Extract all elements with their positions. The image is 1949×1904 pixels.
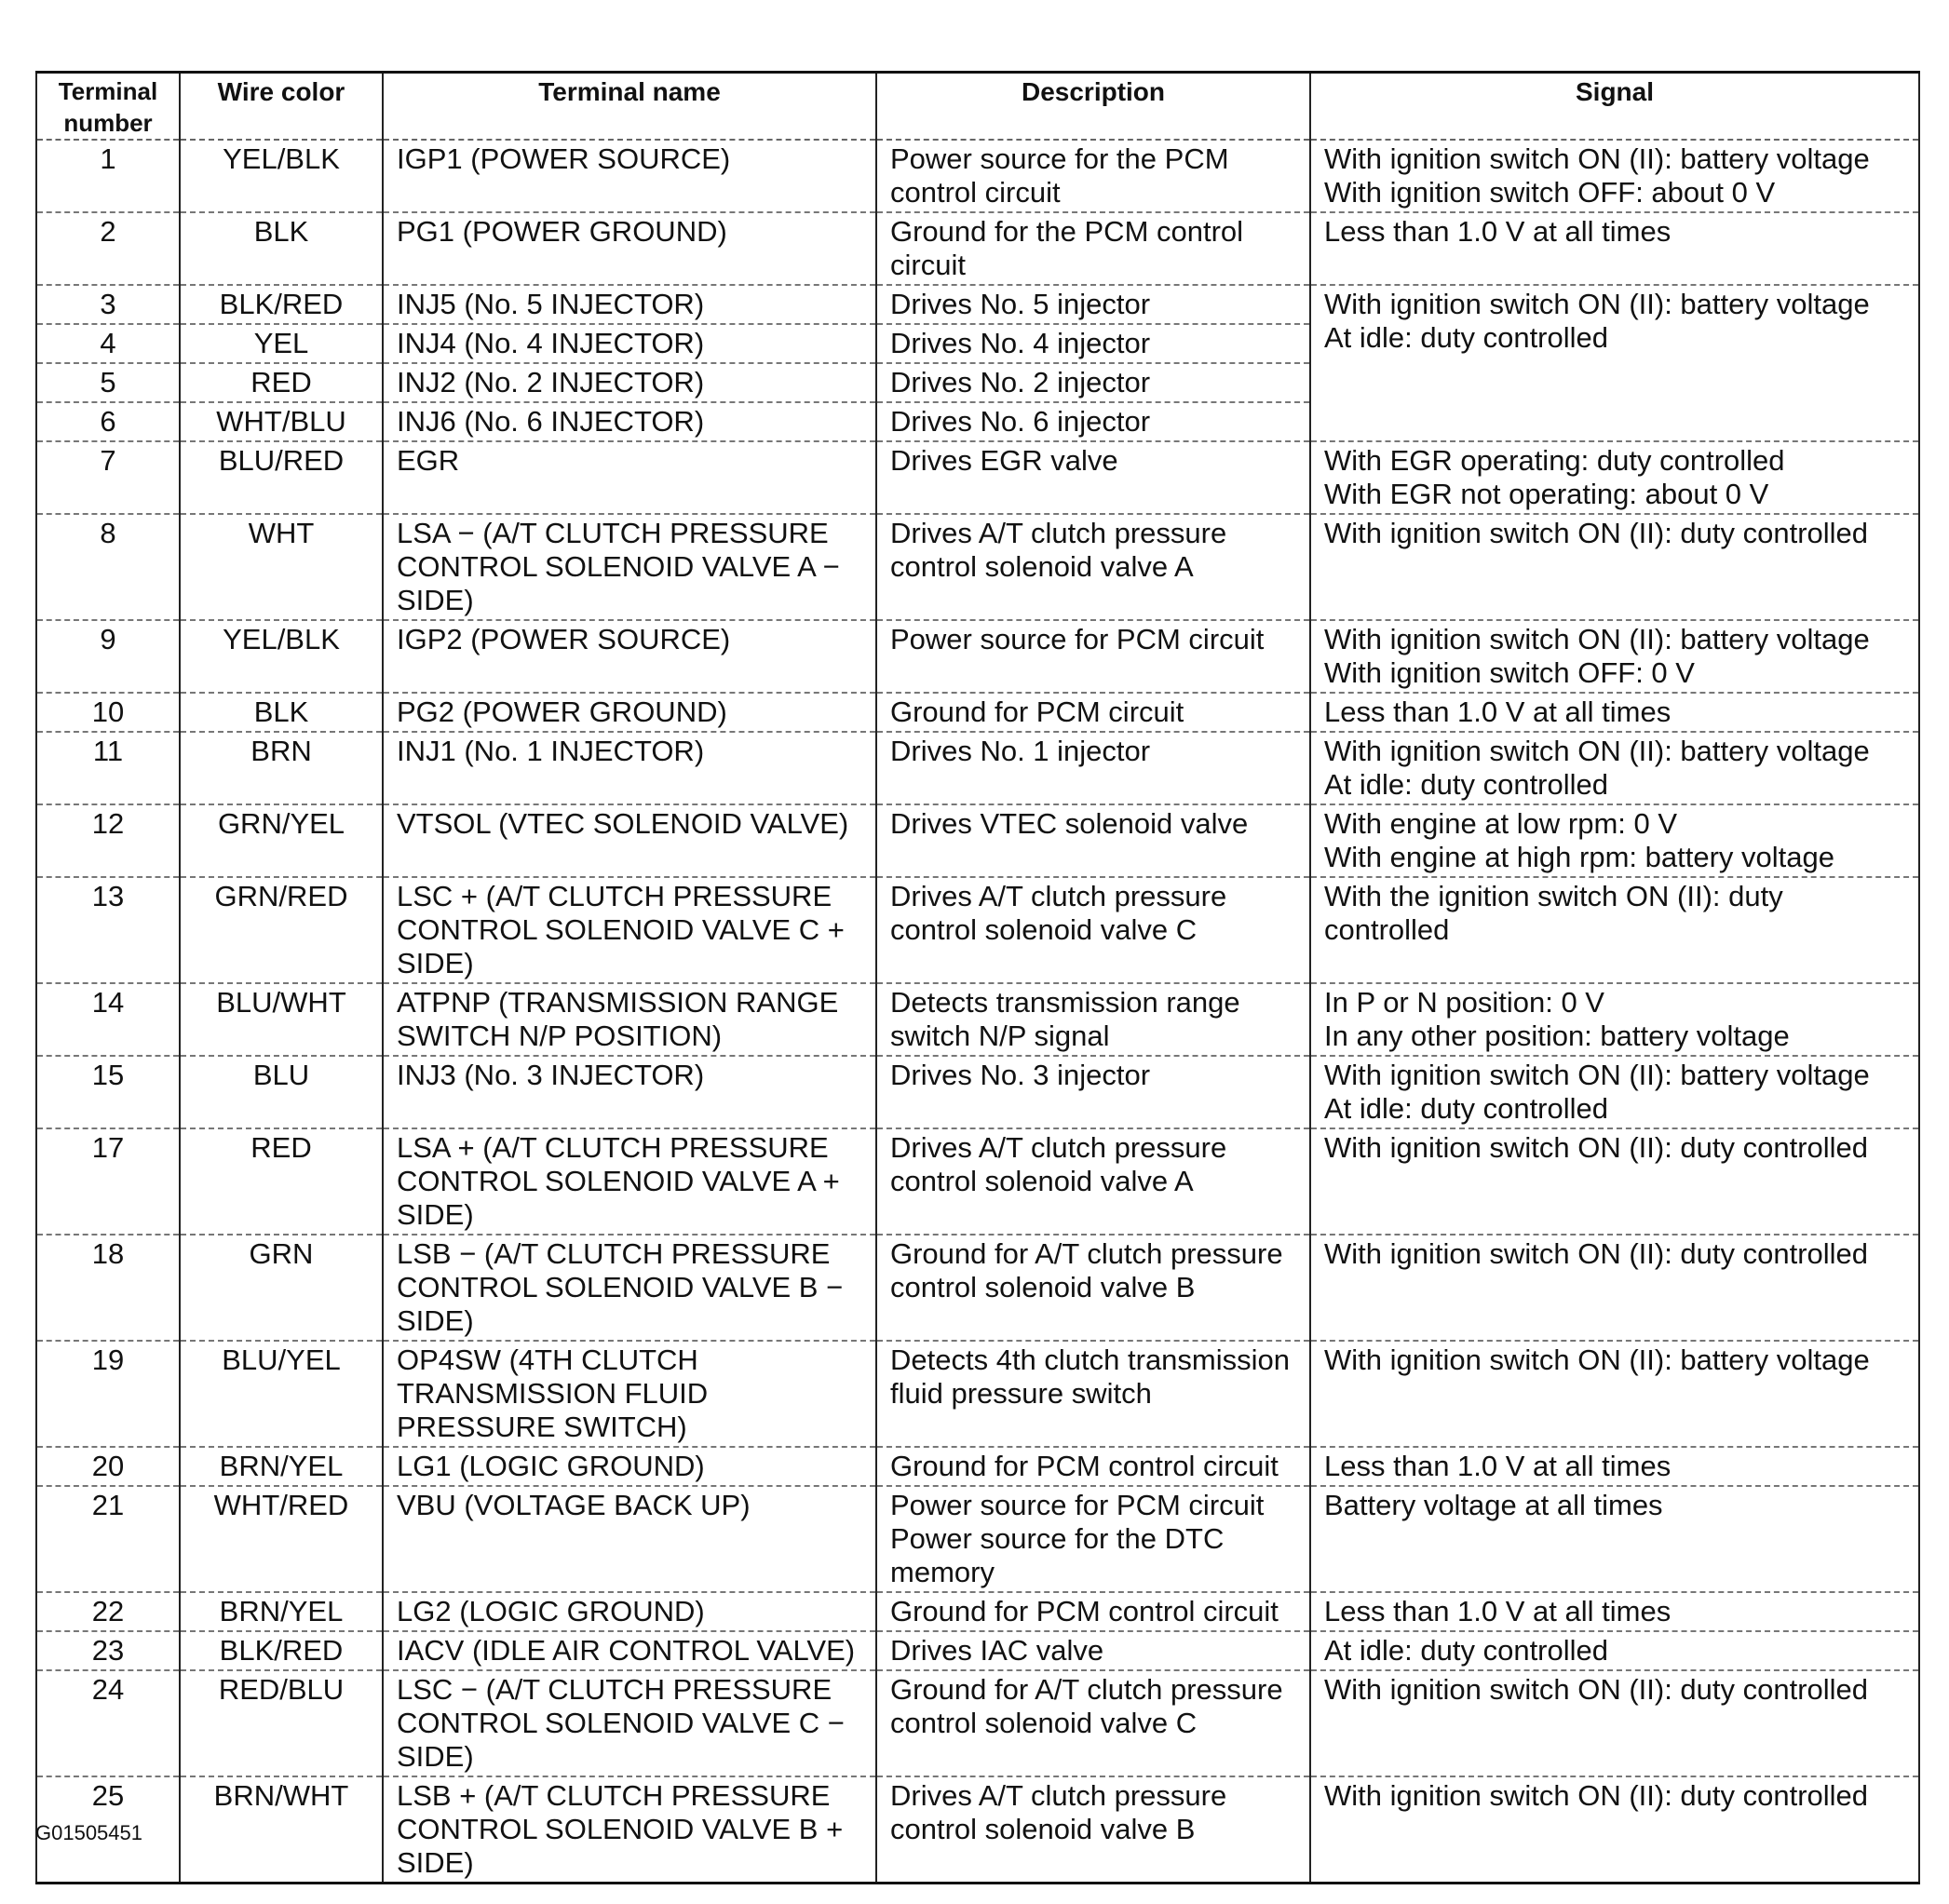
terminal-number-cell: 3 (36, 285, 180, 324)
table-row (36, 514, 1919, 620)
description-cell: Drives No. 1 injector (876, 732, 1310, 804)
terminal-name-cell: INJ5 (No. 5 INJECTOR) (383, 285, 876, 324)
wire-color-cell: BRN/YEL (180, 1592, 383, 1631)
terminal-number-cell: 20 (36, 1447, 180, 1486)
signal-cell: With ignition switch ON (II): duty controlled (1310, 1128, 1919, 1235)
terminal-name-cell: INJ2 (No. 2 INJECTOR) (383, 363, 876, 402)
header-wire-color: Wire color (180, 73, 383, 141)
signal-cell: Battery voltage at all times (1310, 1486, 1919, 1592)
signal-cell: With ignition switch ON (II): duty controlled (1310, 514, 1919, 620)
terminal-name-cell: PG1 (POWER GROUND) (383, 212, 876, 285)
table-row (36, 1235, 1919, 1341)
terminal-number-cell: 2 (36, 212, 180, 285)
cell-line: With ignition switch OFF: 0 V (1324, 656, 1695, 689)
terminal-name-cell: INJ6 (No. 6 INJECTOR) (383, 402, 876, 441)
table-row (36, 983, 1919, 1056)
terminal-number-cell: 12 (36, 804, 180, 877)
signal-cell: With ignition switch ON (II): duty controlled (1310, 1776, 1919, 1884)
wire-color-cell: BLK/RED (180, 285, 383, 324)
terminal-table-container (35, 71, 1918, 1884)
terminal-name-cell: IGP1 (POWER SOURCE) (383, 140, 876, 212)
terminal-number-cell: 10 (36, 693, 180, 732)
wire-color-cell: BLU/YEL (180, 1341, 383, 1447)
terminal-name-cell: LG2 (LOGIC GROUND) (383, 1592, 876, 1631)
signal-cell (1310, 620, 1919, 693)
cell-line: With ignition switch OFF: about 0 V (1324, 176, 1776, 209)
terminal-name-cell: INJ3 (No. 3 INJECTOR) (383, 1056, 876, 1128)
table-row (36, 1056, 1919, 1128)
cell-line: At idle: duty controlled (1324, 768, 1609, 801)
description-cell: Drives No. 2 injector (876, 363, 1310, 402)
terminal-name-cell: LG1 (LOGIC GROUND) (383, 1447, 876, 1486)
description-cell: Drives A/T clutch pressure control solenoid valve A (876, 1128, 1310, 1235)
header-terminal-name: Terminal name (383, 73, 876, 141)
terminal-table (35, 71, 1920, 1884)
description-cell: Drives A/T clutch pressure control solenoid valve C (876, 877, 1310, 983)
wire-color-cell: GRN/RED (180, 877, 383, 983)
terminal-name-cell: EGR (383, 441, 876, 514)
cell-line: In any other position: battery voltage (1324, 1020, 1790, 1052)
description-cell: Drives VTEC solenoid valve (876, 804, 1310, 877)
description-cell: Drives A/T clutch pressure control solenoid valve A (876, 514, 1310, 620)
cell-line: With engine at high rpm: battery voltage (1324, 841, 1834, 873)
wire-color-cell: YEL/BLK (180, 620, 383, 693)
cell-line: With ignition switch ON (II): battery voltage (1324, 623, 1870, 655)
signal-cell: With ignition switch ON (II): battery voltage (1310, 1341, 1919, 1447)
description-cell: Drives No. 3 injector (876, 1056, 1310, 1128)
signal-cell: Less than 1.0 V at all times (1310, 693, 1919, 732)
terminal-number-cell: 13 (36, 877, 180, 983)
table-row (36, 1631, 1919, 1670)
cell-line: At idle: duty controlled (1324, 1092, 1609, 1125)
terminal-number-cell: 22 (36, 1592, 180, 1631)
cell-line: With ignition switch ON (II): battery voltage (1324, 735, 1870, 767)
description-cell: Drives No. 6 injector (876, 402, 1310, 441)
table-row (36, 1447, 1919, 1486)
terminal-number-cell: 7 (36, 441, 180, 514)
signal-cell (1310, 1056, 1919, 1128)
cell-line: With EGR operating: duty controlled (1324, 444, 1785, 477)
wire-color-cell: BLU/WHT (180, 983, 383, 1056)
table-row (36, 804, 1919, 877)
terminal-number-cell: 14 (36, 983, 180, 1056)
table-row (36, 1128, 1919, 1235)
signal-cell: Less than 1.0 V at all times (1310, 212, 1919, 285)
wire-color-cell: BLK/RED (180, 1631, 383, 1670)
wire-color-cell: RED/BLU (180, 1670, 383, 1776)
terminal-number-cell: 1 (36, 140, 180, 212)
terminal-number-cell: 15 (36, 1056, 180, 1128)
terminal-number-cell: 8 (36, 514, 180, 620)
table-row (36, 1341, 1919, 1447)
description-cell: Ground for A/T clutch pressure control solenoid valve C (876, 1670, 1310, 1776)
terminal-number-cell: 17 (36, 1128, 180, 1235)
terminal-name-cell: IGP2 (POWER SOURCE) (383, 620, 876, 693)
cell-line: With engine at low rpm: 0 V (1324, 807, 1678, 840)
terminal-number-cell: 11 (36, 732, 180, 804)
wire-color-cell: WHT/BLU (180, 402, 383, 441)
description-cell: Ground for PCM control circuit (876, 1447, 1310, 1486)
table-row (36, 1592, 1919, 1631)
description-cell: Power source for PCM circuit (876, 620, 1310, 693)
table-row (36, 1486, 1919, 1592)
table-row (36, 620, 1919, 693)
signal-cell (1310, 285, 1919, 441)
wire-color-cell: BLU (180, 1056, 383, 1128)
terminal-number-cell: 19 (36, 1341, 180, 1447)
terminal-name-cell: LSB − (A/T CLUTCH PRESSURE CONTROL SOLENOID VALVE B − SIDE) (383, 1235, 876, 1341)
table-row (36, 1776, 1919, 1884)
description-cell: Ground for PCM circuit (876, 693, 1310, 732)
figure-code: G01505451 (35, 1821, 142, 1844)
signal-cell: With ignition switch ON (II): duty controlled (1310, 1235, 1919, 1341)
signal-cell: With ignition switch ON (II): duty controlled (1310, 1670, 1919, 1776)
wire-color-cell: BRN/WHT (180, 1776, 383, 1884)
description-cell: Drives No. 5 injector (876, 285, 1310, 324)
wire-color-cell: GRN/YEL (180, 804, 383, 877)
wire-color-cell: GRN (180, 1235, 383, 1341)
wire-color-cell: RED (180, 363, 383, 402)
cell-line: Power source for the DTC memory (890, 1522, 1232, 1588)
terminal-number-cell: 21 (36, 1486, 180, 1592)
wire-color-cell: YEL (180, 324, 383, 363)
wire-color-cell: WHT (180, 514, 383, 620)
description-cell: Drives A/T clutch pressure control solenoid valve B (876, 1776, 1310, 1884)
signal-cell (1310, 804, 1919, 877)
cell-line: At idle: duty controlled (1324, 321, 1609, 354)
table-row (36, 732, 1919, 804)
table-body (36, 140, 1919, 1884)
description-cell: Drives EGR valve (876, 441, 1310, 514)
terminal-name-cell: LSC + (A/T CLUTCH PRESSURE CONTROL SOLENOID VALVE C + SIDE) (383, 877, 876, 983)
table-row (36, 285, 1919, 324)
wire-color-cell: BLK (180, 212, 383, 285)
terminal-name-cell: INJ1 (No. 1 INJECTOR) (383, 732, 876, 804)
header-signal: Signal (1310, 73, 1919, 141)
wire-color-cell: WHT/RED (180, 1486, 383, 1592)
table-header-row (36, 73, 1919, 141)
signal-cell (1310, 983, 1919, 1056)
terminal-name-cell: LSB + (A/T CLUTCH PRESSURE CONTROL SOLENOID VALVE B + SIDE) (383, 1776, 876, 1884)
table-row (36, 693, 1919, 732)
terminal-number-cell: 9 (36, 620, 180, 693)
terminal-name-cell: LSC − (A/T CLUTCH PRESSURE CONTROL SOLENOID VALVE C − SIDE) (383, 1670, 876, 1776)
wire-color-cell: RED (180, 1128, 383, 1235)
cell-line: With ignition switch ON (II): battery voltage (1324, 142, 1870, 175)
terminal-number-cell: 5 (36, 363, 180, 402)
description-cell: Ground for A/T clutch pressure control solenoid valve B (876, 1235, 1310, 1341)
signal-cell (1310, 140, 1919, 212)
wire-color-cell: BLU/RED (180, 441, 383, 514)
wire-color-cell: BRN/YEL (180, 1447, 383, 1486)
description-cell: Detects transmission range switch N/P signal (876, 983, 1310, 1056)
wire-color-cell: BRN (180, 732, 383, 804)
cell-line: With ignition switch ON (II): battery voltage (1324, 1059, 1870, 1091)
terminal-name-cell: IACV (IDLE AIR CONTROL VALVE) (383, 1631, 876, 1670)
table-row (36, 212, 1919, 285)
header-terminal-number: Terminal number (36, 73, 180, 141)
description-cell: Ground for the PCM control circuit (876, 212, 1310, 285)
terminal-number-cell: 24 (36, 1670, 180, 1776)
description-cell: Drives IAC valve (876, 1631, 1310, 1670)
terminal-number-cell: 23 (36, 1631, 180, 1670)
terminal-name-cell: VTSOL (VTEC SOLENOID VALVE) (383, 804, 876, 877)
cell-line: With EGR not operating: about 0 V (1324, 478, 1769, 510)
signal-cell: Less than 1.0 V at all times (1310, 1592, 1919, 1631)
terminal-name-cell: ATPNP (TRANSMISSION RANGE SWITCH N/P POSITION) (383, 983, 876, 1056)
terminal-name-cell: INJ4 (No. 4 INJECTOR) (383, 324, 876, 363)
terminal-name-cell: VBU (VOLTAGE BACK UP) (383, 1486, 876, 1592)
terminal-name-cell: OP4SW (4TH CLUTCH TRANSMISSION FLUID PRESSURE SWITCH) (383, 1341, 876, 1447)
table-row (36, 140, 1919, 212)
signal-cell: At idle: duty controlled (1310, 1631, 1919, 1670)
terminal-number-cell: 25 (36, 1776, 180, 1884)
description-cell: Detects 4th clutch transmission fluid pressure switch (876, 1341, 1310, 1447)
signal-cell: Less than 1.0 V at all times (1310, 1447, 1919, 1486)
description-cell: Power source for the PCM control circuit (876, 140, 1310, 212)
cell-line: Power source for PCM circuit (890, 1489, 1265, 1521)
signal-cell (1310, 441, 1919, 514)
wire-color-cell: BLK (180, 693, 383, 732)
terminal-name-cell: LSA + (A/T CLUTCH PRESSURE CONTROL SOLENOID VALVE A + SIDE) (383, 1128, 876, 1235)
table-row (36, 1670, 1919, 1776)
terminal-name-cell: PG2 (POWER GROUND) (383, 693, 876, 732)
terminal-name-cell: LSA − (A/T CLUTCH PRESSURE CONTROL SOLENOID VALVE A − SIDE) (383, 514, 876, 620)
table-row (36, 877, 1919, 983)
terminal-number-cell: 18 (36, 1235, 180, 1341)
signal-cell: With the ignition switch ON (II): duty controlled (1310, 877, 1919, 983)
description-cell: Ground for PCM control circuit (876, 1592, 1310, 1631)
wire-color-cell: YEL/BLK (180, 140, 383, 212)
description-cell (876, 1486, 1310, 1592)
signal-cell (1310, 732, 1919, 804)
terminal-number-cell: 6 (36, 402, 180, 441)
cell-line: In P or N position: 0 V (1324, 986, 1604, 1019)
cell-line: With ignition switch ON (II): battery voltage (1324, 288, 1870, 320)
terminal-number-cell: 4 (36, 324, 180, 363)
table-row (36, 441, 1919, 514)
description-cell: Drives No. 4 injector (876, 324, 1310, 363)
header-description: Description (876, 73, 1310, 141)
